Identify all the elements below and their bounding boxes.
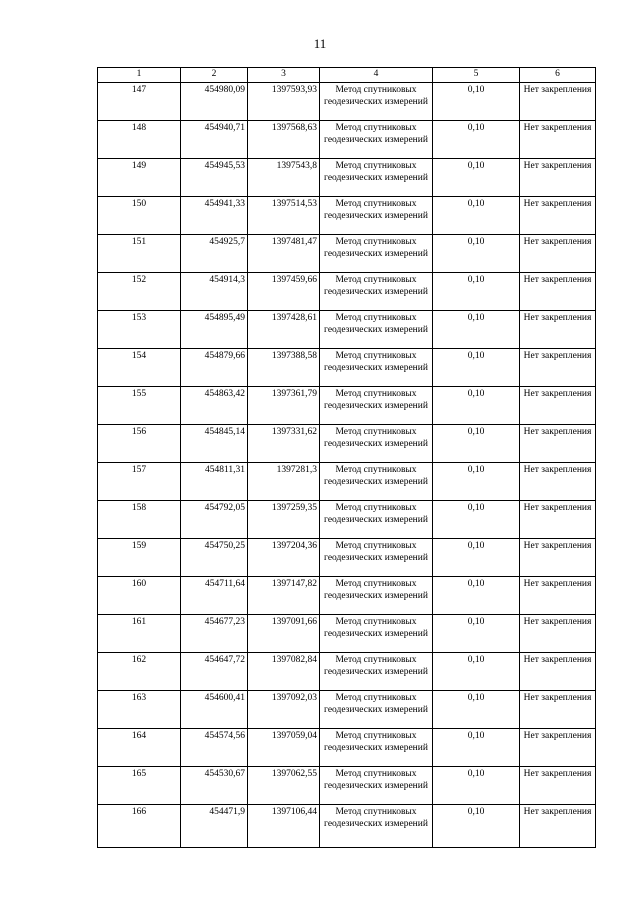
point-number-cell: 150 [98,197,181,235]
point-number-cell: 152 [98,273,181,311]
x-coordinate-cell: 454925,7 [181,235,248,273]
point-number-cell: 156 [98,425,181,463]
x-coordinate-cell: 454940,71 [181,121,248,159]
precision-cell: 0,10 [433,615,520,653]
y-coordinate-cell: 1397428,61 [248,311,320,349]
table-row [98,159,596,197]
fixing-cell: Нет закрепления [520,311,596,349]
fixing-cell: Нет закрепления [520,729,596,767]
x-coordinate-cell: 454530,67 [181,767,248,805]
method-cell: Метод спутниковых геодезических измерений [320,767,433,805]
y-coordinate-cell: 1397281,3 [248,463,320,501]
y-coordinate-cell: 1397388,58 [248,349,320,387]
y-coordinate-cell: 1397204,36 [248,539,320,577]
precision-cell: 0,10 [433,83,520,121]
precision-cell: 0,10 [433,273,520,311]
y-coordinate-cell: 1397593,93 [248,83,320,121]
method-cell: Метод спутниковых геодезических измерений [320,387,433,425]
method-cell: Метод спутниковых геодезических измерений [320,539,433,577]
table-row [98,311,596,349]
fixing-cell: Нет закрепления [520,615,596,653]
fixing-cell: Нет закрепления [520,539,596,577]
method-cell: Метод спутниковых геодезических измерений [320,653,433,691]
table-row [98,653,596,691]
table-row [98,235,596,273]
x-coordinate-cell: 454845,14 [181,425,248,463]
table-row [98,805,596,848]
x-coordinate-cell: 454914,3 [181,273,248,311]
precision-cell: 0,10 [433,577,520,615]
table-row [98,767,596,805]
x-coordinate-cell: 454945,53 [181,159,248,197]
table-row [98,349,596,387]
y-coordinate-cell: 1397147,82 [248,577,320,615]
point-number-cell: 153 [98,311,181,349]
y-coordinate-cell: 1397092,03 [248,691,320,729]
column-header: 3 [248,68,320,83]
point-number-cell: 164 [98,729,181,767]
method-cell: Метод спутниковых геодезических измерений [320,273,433,311]
x-coordinate-cell: 454647,72 [181,653,248,691]
table-row [98,463,596,501]
method-cell: Метод спутниковых геодезических измерений [320,501,433,539]
x-coordinate-cell: 454677,23 [181,615,248,653]
y-coordinate-cell: 1397514,53 [248,197,320,235]
fixing-cell: Нет закрепления [520,235,596,273]
y-coordinate-cell: 1397543,8 [248,159,320,197]
point-number-cell: 159 [98,539,181,577]
point-number-cell: 157 [98,463,181,501]
x-coordinate-cell: 454792,05 [181,501,248,539]
method-cell: Метод спутниковых геодезических измерений [320,425,433,463]
page-number: 11 [313,36,327,51]
table-row [98,197,596,235]
y-coordinate-cell: 1397082,84 [248,653,320,691]
precision-cell: 0,10 [433,197,520,235]
x-coordinate-cell: 454941,33 [181,197,248,235]
x-coordinate-cell: 454895,49 [181,311,248,349]
precision-cell: 0,10 [433,425,520,463]
fixing-cell: Нет закрепления [520,501,596,539]
precision-cell: 0,10 [433,159,520,197]
y-coordinate-cell: 1397361,79 [248,387,320,425]
fixing-cell: Нет закрепления [520,121,596,159]
fixing-cell: Нет закрепления [520,349,596,387]
precision-cell: 0,10 [433,501,520,539]
point-number-cell: 149 [98,159,181,197]
table-row [98,539,596,577]
column-header: 5 [433,68,520,83]
method-cell: Метод спутниковых геодезических измерений [320,577,433,615]
y-coordinate-cell: 1397091,66 [248,615,320,653]
y-coordinate-cell: 1397331,62 [248,425,320,463]
y-coordinate-cell: 1397106,44 [248,805,320,848]
point-number-cell: 165 [98,767,181,805]
point-number-cell: 162 [98,653,181,691]
point-number-cell: 155 [98,387,181,425]
precision-cell: 0,10 [433,539,520,577]
point-number-cell: 148 [98,121,181,159]
x-coordinate-cell: 454750,25 [181,539,248,577]
method-cell: Метод спутниковых геодезических измерений [320,235,433,273]
point-number-cell: 166 [98,805,181,848]
method-cell: Метод спутниковых геодезических измерений [320,463,433,501]
method-cell: Метод спутниковых геодезических измерений [320,691,433,729]
fixing-cell: Нет закрепления [520,387,596,425]
fixing-cell: Нет закрепления [520,159,596,197]
x-coordinate-cell: 454471,9 [181,805,248,848]
x-coordinate-cell: 454811,31 [181,463,248,501]
precision-cell: 0,10 [433,235,520,273]
table-row [98,577,596,615]
precision-cell: 0,10 [433,805,520,848]
y-coordinate-cell: 1397568,63 [248,121,320,159]
point-number-cell: 161 [98,615,181,653]
point-number-cell: 154 [98,349,181,387]
fixing-cell: Нет закрепления [520,767,596,805]
precision-cell: 0,10 [433,121,520,159]
fixing-cell: Нет закрепления [520,83,596,121]
point-number-cell: 147 [98,83,181,121]
method-cell: Метод спутниковых геодезических измерений [320,615,433,653]
column-header: 1 [98,68,181,83]
column-header: 4 [320,68,433,83]
precision-cell: 0,10 [433,387,520,425]
precision-cell: 0,10 [433,349,520,387]
table-row [98,387,596,425]
precision-cell: 0,10 [433,653,520,691]
table-row [98,83,596,121]
table-row [98,729,596,767]
y-coordinate-cell: 1397259,35 [248,501,320,539]
point-number-cell: 158 [98,501,181,539]
method-cell: Метод спутниковых геодезических измерений [320,311,433,349]
method-cell: Метод спутниковых геодезических измерений [320,349,433,387]
fixing-cell: Нет закрепления [520,197,596,235]
table-row [98,121,596,159]
x-coordinate-cell: 454711,64 [181,577,248,615]
fixing-cell: Нет закрепления [520,425,596,463]
fixing-cell: Нет закрепления [520,273,596,311]
method-cell: Метод спутниковых геодезических измерений [320,197,433,235]
y-coordinate-cell: 1397062,55 [248,767,320,805]
column-header: 2 [181,68,248,83]
precision-cell: 0,10 [433,767,520,805]
x-coordinate-cell: 454574,56 [181,729,248,767]
method-cell: Метод спутниковых геодезических измерений [320,729,433,767]
y-coordinate-cell: 1397459,66 [248,273,320,311]
x-coordinate-cell: 454980,09 [181,83,248,121]
method-cell: Метод спутниковых геодезических измерений [320,121,433,159]
y-coordinate-cell: 1397059,04 [248,729,320,767]
x-coordinate-cell: 454863,42 [181,387,248,425]
precision-cell: 0,10 [433,463,520,501]
x-coordinate-cell: 454600,41 [181,691,248,729]
table-row [98,425,596,463]
table-row [98,691,596,729]
point-number-cell: 163 [98,691,181,729]
method-cell: Метод спутниковых геодезических измерений [320,159,433,197]
fixing-cell: Нет закрепления [520,463,596,501]
fixing-cell: Нет закрепления [520,577,596,615]
fixing-cell: Нет закрепления [520,691,596,729]
coordinates-table [97,67,596,848]
fixing-cell: Нет закрепления [520,805,596,848]
table-row [98,273,596,311]
precision-cell: 0,10 [433,691,520,729]
method-cell: Метод спутниковых геодезических измерений [320,83,433,121]
point-number-cell: 151 [98,235,181,273]
precision-cell: 0,10 [433,729,520,767]
x-coordinate-cell: 454879,66 [181,349,248,387]
table-row [98,501,596,539]
method-cell: Метод спутниковых геодезических измерений [320,805,433,848]
precision-cell: 0,10 [433,311,520,349]
table-row [98,615,596,653]
table-header-row [98,68,596,83]
y-coordinate-cell: 1397481,47 [248,235,320,273]
point-number-cell: 160 [98,577,181,615]
column-header: 6 [520,68,596,83]
fixing-cell: Нет закрепления [520,653,596,691]
